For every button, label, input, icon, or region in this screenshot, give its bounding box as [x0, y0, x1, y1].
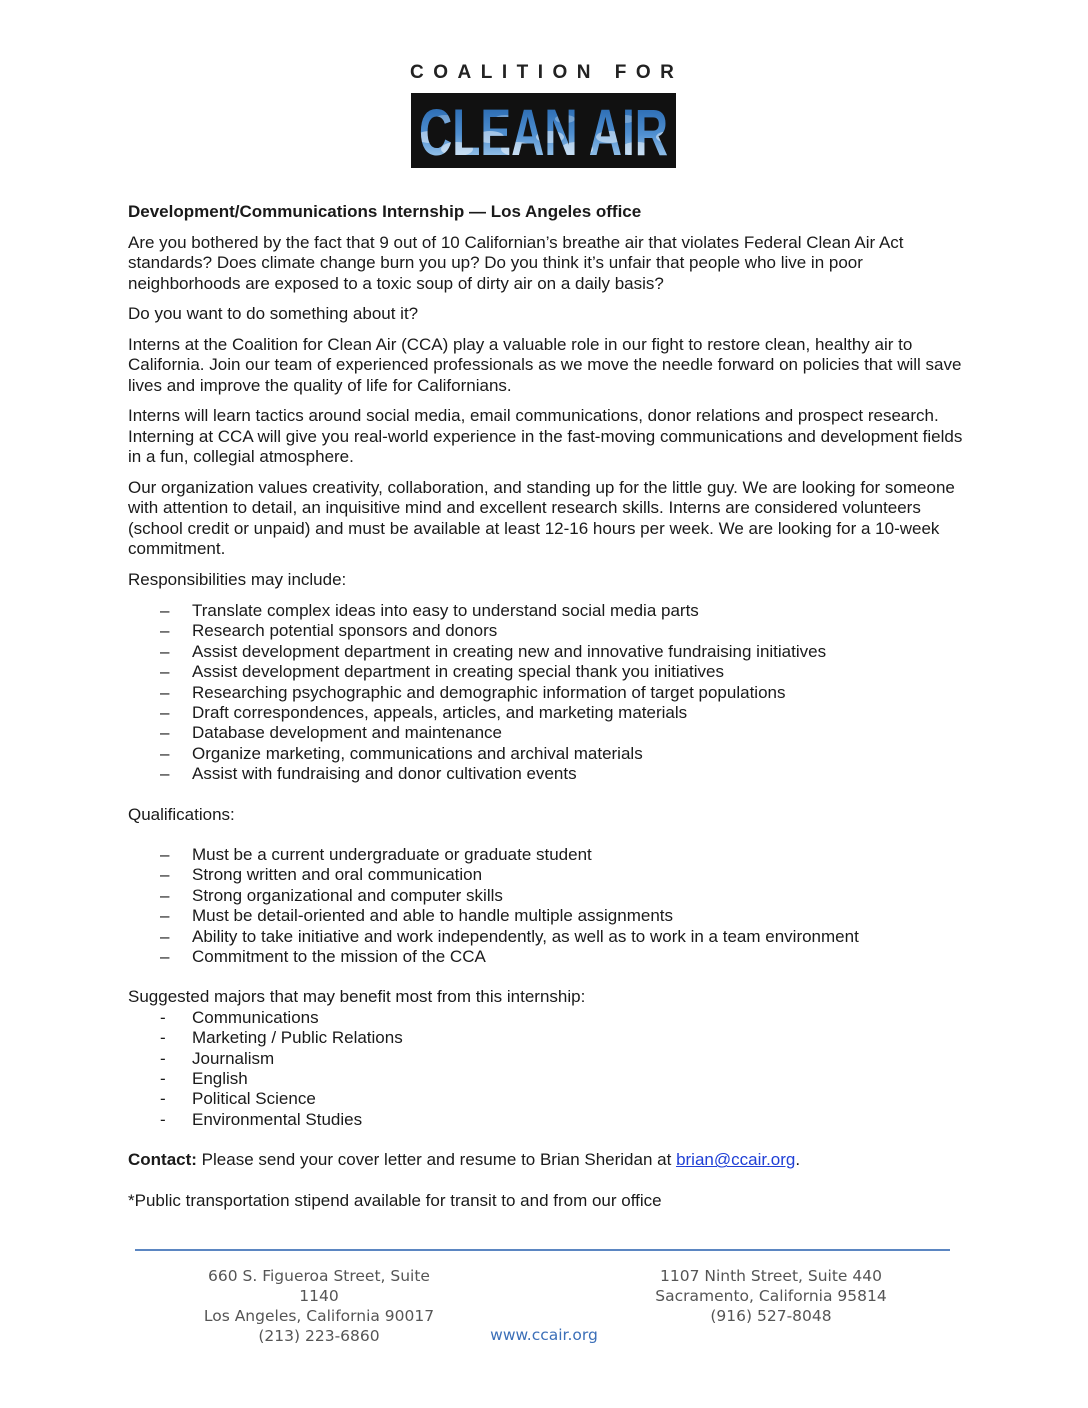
logo-main-text: CLEAN AIR: [419, 95, 668, 169]
list-item: [128, 947, 968, 967]
list-dash: -: [160, 1109, 166, 1129]
logo: [411, 93, 676, 168]
footer-phone: (916) 527-8048: [710, 1307, 832, 1325]
list-item-text: Strong written and oral communication: [192, 865, 483, 885]
list-dash: –: [160, 641, 170, 661]
list-dash: –: [160, 865, 170, 885]
list-dash: –: [160, 702, 170, 722]
footer-phone: (213) 223-6860: [258, 1327, 380, 1345]
majors-heading: Suggested majors that may benefit most from this internship:: [128, 987, 586, 1007]
list-item-text: English: [192, 1069, 248, 1089]
list-dash: –: [160, 946, 170, 966]
list-item-text: Political Science: [192, 1089, 316, 1109]
list-item-text: Assist with fundraising and donor cultivation events: [192, 764, 577, 784]
contact-text: Please send your cover letter and resume to Brian Sheridan at: [196, 1150, 677, 1170]
list-item-text: Environmental Studies: [192, 1109, 363, 1129]
list-item-text: Journalism: [192, 1048, 275, 1068]
list-dash: –: [160, 682, 170, 702]
job-posting: [128, 202, 968, 1221]
majors-list: [128, 1008, 968, 1130]
list-item-text: Marketing / Public Relations: [192, 1028, 403, 1048]
qualifications-heading: Qualifications:: [128, 804, 235, 824]
logo-top-text: COALITION FOR: [410, 62, 684, 83]
list-item: [128, 1049, 968, 1069]
list-item: [128, 1008, 968, 1028]
list-dash: -: [160, 1048, 166, 1068]
list-item: [128, 621, 968, 641]
list-item-text: Must be a current undergraduate or graduate student: [192, 845, 592, 865]
footer-address-line: 1107 Ninth Street, Suite 440: [660, 1267, 882, 1285]
list-item: [128, 744, 968, 764]
list-dash: -: [160, 1089, 166, 1109]
footer-address-line: Los Angeles, California 90017: [203, 1307, 435, 1325]
footer-divider: [135, 1249, 950, 1251]
list-item: [128, 703, 968, 723]
footer-la-address: [188, 1266, 450, 1346]
footer-address-line: Sacramento, California 95814: [655, 1287, 887, 1305]
list-item-text: Organize marketing, communications and archival materials: [192, 743, 643, 763]
list-dash: –: [160, 845, 170, 865]
list-item: [128, 865, 968, 885]
list-item: [128, 642, 968, 662]
list-dash: –: [160, 743, 170, 763]
list-item: [128, 1028, 968, 1048]
list-item-text: Strong organizational and computer skills: [192, 885, 503, 905]
list-dash: –: [160, 621, 170, 641]
list-dash: –: [160, 662, 170, 682]
list-item: [128, 1110, 968, 1130]
list-item: [128, 764, 968, 784]
list-item-text: Assist development department in creating new and innovative fundraising initiatives: [192, 641, 827, 661]
intro-paragraph: Are you bothered by the fact that 9 out of 10 Californian’s breathe air that violates Federal Clean Air Act standards? Does climate change burn you up? Do you think it’s unfair that people who live in poor neighborhoods are exposed to a toxic soup of dirty air on a daily basis?: [128, 232, 904, 293]
qualifications-list: [128, 845, 968, 967]
responsibilities-list: [128, 601, 968, 785]
contact-end: .: [795, 1150, 801, 1170]
list-item-text: Communications: [192, 1007, 319, 1027]
values-paragraph: Our organization values creativity, collaboration, and standing up for the little guy. We are looking for someone with attention to detail, an inquisitive mind and excellent research skills. Interns are considered volunteers (school credit or unpaid) and must be available at least 12-16 hours per week. We are looking for a 10-week commitment.: [128, 477, 955, 558]
list-item: [128, 886, 968, 906]
transit-note: *Public transportation stipend available for transit to and from our office: [128, 1190, 662, 1210]
list-dash: –: [160, 764, 170, 784]
list-item-text: Assist development department in creating special thank you initiatives: [192, 662, 725, 682]
list-item: [128, 927, 968, 947]
list-item-text: Must be detail-oriented and able to handle multiple assignments: [192, 906, 674, 926]
list-dash: –: [160, 885, 170, 905]
footer-address-line: 660 S. Figueroa Street, Suite 1140: [208, 1267, 430, 1305]
list-dash: –: [160, 723, 170, 743]
footer-website[interactable]: www.ccair.org: [490, 1326, 598, 1344]
page-title: Development/Communications Internship — Los Angeles office: [128, 202, 642, 221]
list-item-text: Database development and maintenance: [192, 723, 502, 743]
list-item: [128, 1069, 968, 1089]
question-paragraph: Do you want to do something about it?: [128, 304, 419, 323]
list-item: [128, 683, 968, 703]
about-paragraph: Interns at the Coalition for Clean Air (CCA) play a valuable role in our fight to restore clean, healthy air to California. Join our team of experienced professionals as we move the needle forward on policies that will save lives and improve the quality of life for Californians.: [128, 334, 962, 395]
contact-email-link[interactable]: brian@ccair.org: [676, 1150, 796, 1170]
list-item: [128, 662, 968, 682]
list-dash: –: [160, 906, 170, 926]
list-item-text: Researching psychographic and demographic information of target populations: [192, 682, 786, 702]
contact-line: [128, 1150, 968, 1171]
logo-clean-air-graphic: [415, 95, 672, 169]
list-item-text: Commitment to the mission of the CCA: [192, 946, 486, 966]
list-item: [128, 1089, 968, 1109]
list-dash: -: [160, 1007, 166, 1027]
list-item: [128, 845, 968, 865]
list-item-text: Ability to take initiative and work independently, as well as to work in a team environment: [192, 926, 859, 946]
list-item-text: Draft correspondences, appeals, articles, and marketing materials: [192, 702, 688, 722]
list-dash: -: [160, 1028, 166, 1048]
list-dash: -: [160, 1069, 166, 1089]
list-item: [128, 601, 968, 621]
list-item: [128, 906, 968, 926]
tactics-paragraph: Interns will learn tactics around social media, email communications, donor relations and prospect research. Interning at CCA will give you real-world experience in the fast-moving communications and development fields in a fun, collegial atmosphere.: [128, 406, 963, 466]
list-item-text: Research potential sponsors and donors: [192, 621, 498, 641]
responsibilities-heading: Responsibilities may include:: [128, 569, 347, 589]
footer-sacramento-address: [640, 1266, 902, 1326]
contact-label: Contact:: [128, 1150, 197, 1170]
list-item: [128, 723, 968, 743]
list-item-text: Translate complex ideas into easy to understand social media parts: [192, 601, 699, 620]
list-dash: –: [160, 601, 170, 620]
list-dash: –: [160, 926, 170, 946]
